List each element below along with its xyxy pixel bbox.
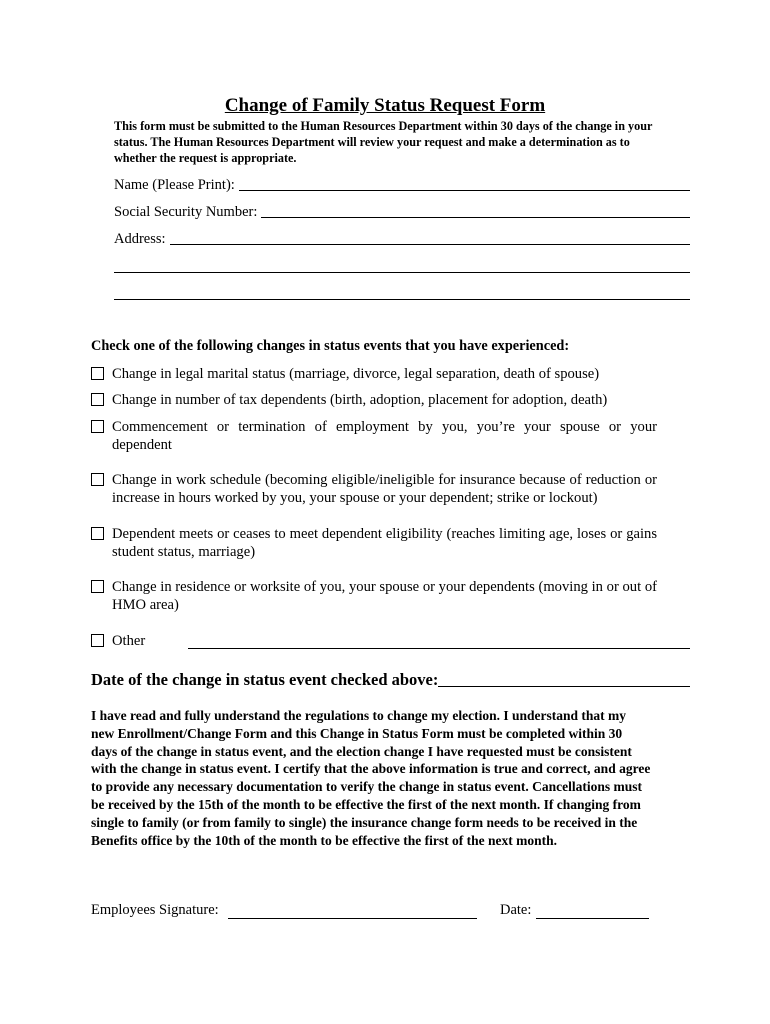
checkbox-tax-dependents[interactable] xyxy=(91,393,104,406)
address-field xyxy=(114,228,690,248)
option-other xyxy=(91,632,181,650)
option-label: Change in legal marital status (marriage, divorce, legal separation, death of spouse) xyxy=(112,366,600,382)
option-label: Commencement or termination of employment by you, you’re your spouse or your dependent xyxy=(112,419,657,453)
checkbox-dependent-eligibility[interactable] xyxy=(91,527,104,540)
date-of-change-input[interactable] xyxy=(438,686,690,687)
ssn-input[interactable] xyxy=(261,217,690,218)
address-line-2[interactable] xyxy=(114,272,690,273)
checkbox-residence[interactable] xyxy=(91,580,104,593)
form-title: Change of Family Status Request Form xyxy=(224,95,546,116)
checkbox-other[interactable] xyxy=(91,634,104,647)
certification-text: I have read and fully understand the regulations to change my election. I understand that my new Enrollment/Change Form and this Change in Status Form must be completed within 30 days of the change in status event, and the election change I have requested must be consistent with the change in status event. I certify that the above information is true and correct, and agree to provide any necessary documentation to verify the change in status event. Cancellations must be received by the 15th of the month to be effective the first of the next month. If changing from single to family (or from family to single) the insurance change form needs to be received in the Benefits office by the 10th of the month to be effective the first of the next month. xyxy=(91,708,651,848)
option-dependent-eligibility xyxy=(91,525,657,561)
address-input[interactable] xyxy=(170,244,690,245)
ssn-field xyxy=(114,201,690,221)
name-input[interactable] xyxy=(239,190,690,191)
date-input[interactable] xyxy=(536,918,649,919)
option-label: Change in residence or worksite of you, your spouse or your dependents (moving in or out of HMO area) xyxy=(112,579,657,613)
option-label: Change in work schedule (becoming eligible/ineligible for insurance because of reduction or increase in hours worked by you, your spouse or your dependent; strike or lockout) xyxy=(112,472,657,506)
address-label: Address: xyxy=(114,231,166,247)
date-of-change-label: Date of the change in status event checked above: xyxy=(91,670,439,689)
signature-label: Employees Signature: xyxy=(91,902,219,918)
check-heading: Check one of the following changes in status events that you have experienced: xyxy=(91,338,570,354)
checkbox-work-schedule[interactable] xyxy=(91,473,104,486)
checkbox-marital-status[interactable] xyxy=(91,367,104,380)
intro-text: This form must be submitted to the Human Resources Department within 30 days of the change in your status. The Human Resources Department will review your request and make a determination as to whether the request is appropriate. xyxy=(114,119,653,165)
option-employment xyxy=(91,418,657,454)
option-label: Other xyxy=(112,633,146,649)
name-field xyxy=(114,174,690,194)
option-marital-status xyxy=(91,365,657,383)
option-label: Dependent meets or ceases to meet dependent eligibility (reaches limiting age, loses or gains student status, marriage) xyxy=(112,526,657,560)
date-of-change-field xyxy=(91,668,690,690)
option-label: Change in number of tax dependents (birth, adoption, placement for adoption, death) xyxy=(112,392,608,408)
signature-input[interactable] xyxy=(228,918,477,919)
option-tax-dependents xyxy=(91,391,657,409)
option-work-schedule xyxy=(91,471,657,507)
other-input[interactable] xyxy=(188,648,690,649)
name-label: Name (Please Print): xyxy=(114,177,235,193)
option-residence xyxy=(91,578,657,614)
checkbox-employment[interactable] xyxy=(91,420,104,433)
address-line-3[interactable] xyxy=(114,299,690,300)
date-label: Date: xyxy=(500,902,532,918)
ssn-label: Social Security Number: xyxy=(114,204,258,220)
